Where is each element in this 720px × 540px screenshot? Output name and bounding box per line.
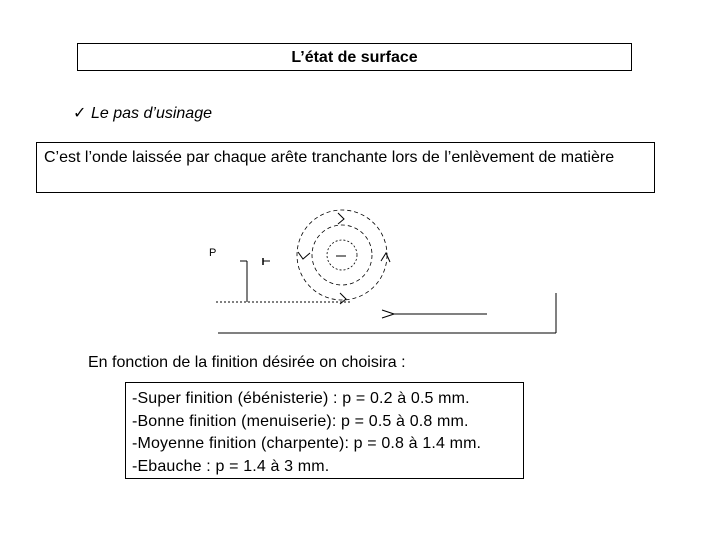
section-bullet <box>73 104 212 124</box>
list-item: -Bonne finition (menuiserie): p = 0.5 à 0.8 mm. <box>132 412 469 430</box>
page-title: L’état de surface <box>77 43 632 71</box>
checkmark-icon: ✓ <box>73 105 87 122</box>
finish-intro-text: En fonction de la finition désirée on choisira : <box>88 354 406 371</box>
definition-box: C’est l’onde laissée par chaque arête tranchante lors de l’enlèvement de matière <box>36 142 655 193</box>
rotating-cutter <box>297 210 390 304</box>
list-item: -Super finition (ébénisterie) : p = 0.2 à 0.5 mm. <box>132 390 470 407</box>
list-item: -Ebauche : p = 1.4 à 3 mm. <box>132 457 330 475</box>
pitch-dimension <box>240 258 270 302</box>
workpiece-outline <box>218 293 556 333</box>
list-item: -Moyenne finition (charpente): p = 0.8 à 1.4 mm. <box>132 435 482 452</box>
finish-list-box <box>125 382 524 479</box>
machining-pitch-diagram <box>200 205 570 340</box>
pitch-label: P <box>209 247 217 259</box>
section-heading: Le pas d’usinage <box>91 105 212 122</box>
